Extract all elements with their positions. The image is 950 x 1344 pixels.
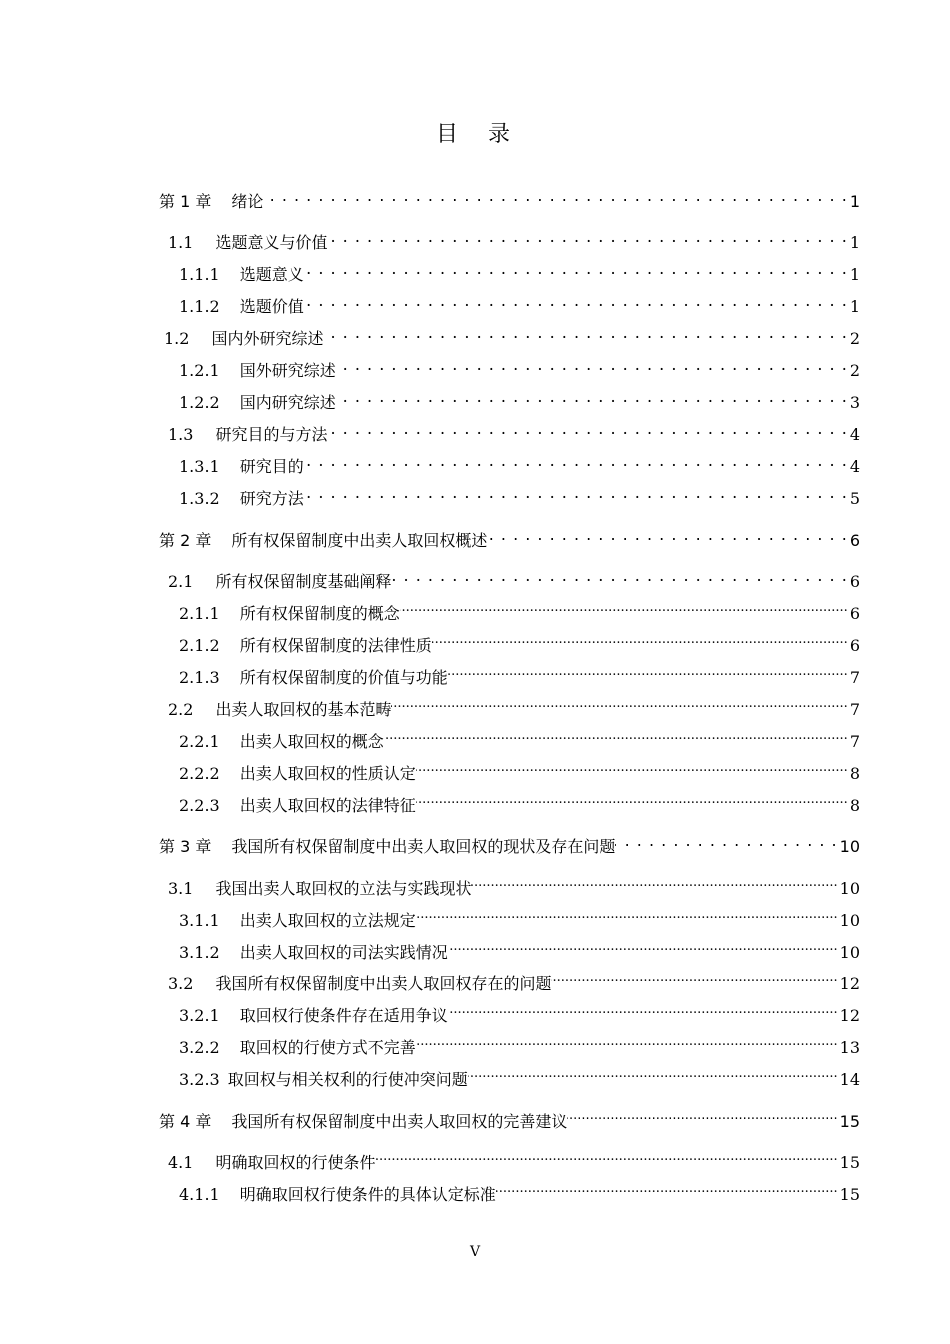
toc-entry-number: 2.2.3 [179,796,220,815]
toc-section-entry[interactable] [179,999,860,1025]
toc-entry-page: 10 [839,879,860,898]
toc-chapter-entry[interactable] [159,185,860,211]
toc-section-entry[interactable] [179,725,860,751]
toc-entry-label: 所有权保留制度的概念 [239,604,400,623]
toc-entry-page: 1 [849,265,860,284]
toc-section-entry[interactable] [168,967,860,993]
toc-entry-label: 选题意义与价值 [215,233,328,252]
toc-entry-page: 4 [849,425,860,444]
toc-entry-page: 14 [839,1070,860,1089]
toc-entry-label: 国内外研究综述 [211,329,324,348]
toc-entry-label: 所有权保留制度基础阐释 [215,572,392,591]
toc-entry-label: 所有权保留制度中出卖人取回权概述 [231,531,488,550]
toc-entry-number: 2.1 [168,572,194,591]
toc-leader-dots [304,450,848,472]
toc-leader-dots [375,1146,837,1168]
toc-leader-dots [487,524,847,546]
toc-entry-number: 3.1.1 [179,911,220,930]
toc-entry-number: 3.2 [168,974,194,993]
toc-entry-label: 出卖人取回权的司法实践情况 [239,943,448,962]
toc-section-entry[interactable] [179,290,860,316]
toc-section-entry[interactable] [168,418,860,444]
toc-entry-label: 出卖人取回权的概念 [239,732,384,751]
toc-entry-number: 3.2.2 [179,1038,220,1057]
toc-section-entry[interactable] [179,354,860,380]
toc-entry-label: 选题价值 [239,297,304,316]
toc-chapter-entry[interactable] [159,524,860,550]
toc-entry-page: 6 [849,531,860,550]
toc-entry-page: 6 [849,572,860,591]
toc-entry-number: 第 2 章 [159,531,212,550]
toc-entry-number: 第 3 章 [159,837,212,856]
toc-entry-label: 明确取回权的行使条件 [215,1153,376,1172]
toc-entry-page: 1 [849,233,860,252]
toc-entry-page: 10 [839,911,860,930]
toc-leader-dots [448,936,838,958]
toc-entry-number: 3.1.2 [179,943,220,962]
toc-entry-label: 研究方法 [239,489,304,508]
toc-entry-page: 3 [849,393,860,412]
toc-entry-label: 取回权行使条件存在适用争议 [239,1006,448,1025]
toc-entry-label: 选题意义 [239,265,304,284]
toc-entry-page: 7 [849,668,860,687]
toc-entry-page: 8 [849,764,860,783]
toc-leader-dots [323,322,847,344]
toc-leader-dots [551,967,837,989]
toc-entry-page: 5 [849,489,860,508]
toc-leader-dots [304,258,848,280]
toc-section-entry[interactable] [179,904,860,930]
toc-entry-label: 绪论 [231,192,264,211]
toc-entry-label: 我国所有权保留制度中出卖人取回权存在的问题 [215,974,552,993]
toc-entry-page: 12 [839,1006,860,1025]
toc-entry-number: 2.1.1 [179,604,220,623]
toc-leader-dots [391,565,847,587]
toc-leader-dots [448,999,838,1021]
toc-leader-dots [336,386,848,408]
toc-leader-dots [416,789,848,811]
toc-leader-dots [327,226,847,248]
toc-entry-label: 取回权与相关权利的行使冲突问题 [227,1070,468,1089]
toc-leader-dots [391,693,847,715]
toc-section-entry[interactable] [168,226,860,252]
toc-leader-dots [304,482,848,504]
toc-entry-page: 12 [839,974,860,993]
toc-entry-page: 15 [839,1185,860,1204]
page-footer-number: V [469,1244,481,1260]
toc-entry-page: 7 [849,732,860,751]
toc-section-entry[interactable] [164,322,860,348]
toc-section-entry[interactable] [179,1178,860,1204]
toc-leader-dots [336,354,848,376]
toc-entry-label: 国外研究综述 [239,361,336,380]
toc-section-entry[interactable] [179,258,860,284]
toc-entry-number: 1.1.2 [179,297,220,316]
toc-entry-number: 1.3.2 [179,489,220,508]
toc-section-entry[interactable] [179,661,860,687]
toc-entry-label: 所有权保留制度的价值与功能 [239,668,448,687]
toc-leader-dots [471,872,837,894]
toc-entry-label: 我国出卖人取回权的立法与实践现状 [215,879,472,898]
toc-entry-label: 我国所有权保留制度中出卖人取回权的完善建议 [231,1112,568,1131]
toc-leader-dots [615,830,837,852]
toc-entry-label: 出卖人取回权的性质认定 [239,764,416,783]
toc-section-entry[interactable] [179,1031,860,1057]
toc-entry-page: 6 [849,636,860,655]
toc-entry-label: 出卖人取回权的立法规定 [239,911,416,930]
toc-section-entry[interactable] [168,872,860,898]
toc-leader-dots [416,757,848,779]
toc-entry-number: 2.1.3 [179,668,220,687]
toc-entry-label: 研究目的 [239,457,304,476]
toc-entry-number: 第 1 章 [159,192,212,211]
toc-leader-dots [263,185,847,207]
toc-chapter-entry[interactable] [159,830,860,856]
toc-entry-number: 4.1 [168,1153,194,1172]
toc-section-entry[interactable] [179,757,860,783]
toc-entry-number: 2.2.1 [179,732,220,751]
toc-entry-label: 出卖人取回权的基本范畴 [215,700,392,719]
toc-section-entry[interactable] [179,482,860,508]
toc-entry-number: 1.2.2 [179,393,220,412]
toc-leader-dots [416,1031,838,1053]
toc-entry-number: 3.2.3 [179,1070,220,1089]
toc-entry-page: 6 [849,604,860,623]
toc-entry-number: 2.2 [168,700,194,719]
toc-entry-label: 取回权的行使方式不完善 [239,1038,416,1057]
toc-leader-dots [468,1063,838,1085]
toc-entry-number: 1.2 [164,329,190,348]
toc-entry-number: 1.2.1 [179,361,220,380]
toc-leader-dots [384,725,848,747]
toc-entry-page: 1 [849,192,860,211]
toc-section-entry[interactable] [179,936,860,962]
toc-entry-label: 国内研究综述 [239,393,336,412]
toc-entry-number: 2.2.2 [179,764,220,783]
toc-entry-number: 3.2.1 [179,1006,220,1025]
toc-entry-label: 明确取回权行使条件的具体认定标准 [239,1185,496,1204]
toc-entry-page: 7 [849,700,860,719]
toc-chapter-entry[interactable] [159,1105,860,1131]
toc-entry-number: 1.1 [168,233,194,252]
toc-section-entry[interactable] [168,693,860,719]
toc-section-entry[interactable] [179,1063,860,1089]
toc-entry-number: 1.3.1 [179,457,220,476]
toc-leader-dots [567,1105,837,1127]
toc-section-entry[interactable] [179,597,860,623]
toc-leader-dots [448,661,848,683]
toc-leader-dots [432,629,848,651]
toc-entry-page: 8 [849,796,860,815]
toc-leader-dots [496,1178,838,1200]
toc-entry-page: 4 [849,457,860,476]
toc-entry-label: 所有权保留制度的法律性质 [239,636,432,655]
toc-section-entry[interactable] [179,629,860,655]
toc-leader-dots [327,418,847,440]
toc-section-entry[interactable] [179,386,860,412]
toc-title: 目 录 [435,122,514,147]
toc-leader-dots [304,290,848,312]
toc-entry-page: 2 [849,361,860,380]
toc-entry-page: 1 [849,297,860,316]
toc-entry-page: 10 [839,837,860,856]
toc-entry-number: 3.1 [168,879,194,898]
toc-entry-number: 2.1.2 [179,636,220,655]
toc-entry-number: 1.1.1 [179,265,220,284]
toc-section-entry[interactable] [168,1146,860,1172]
toc-entry-number: 1.3 [168,425,194,444]
toc-section-entry[interactable] [179,789,860,815]
toc-entry-page: 15 [839,1153,860,1172]
toc-entry-label: 我国所有权保留制度中出卖人取回权的现状及存在问题 [231,837,616,856]
toc-entry-label: 出卖人取回权的法律特征 [239,796,416,815]
toc-section-entry[interactable] [168,565,860,591]
toc-leader-dots [400,597,848,619]
toc-section-entry[interactable] [179,450,860,476]
toc-entry-label: 研究目的与方法 [215,425,328,444]
toc-entry-page: 13 [839,1038,860,1057]
toc-entry-page: 15 [839,1112,860,1131]
toc-entry-page: 2 [849,329,860,348]
toc-entry-page: 10 [839,943,860,962]
toc-entry-number: 4.1.1 [179,1185,220,1204]
toc-leader-dots [416,904,838,926]
toc-entry-number: 第 4 章 [159,1112,212,1131]
